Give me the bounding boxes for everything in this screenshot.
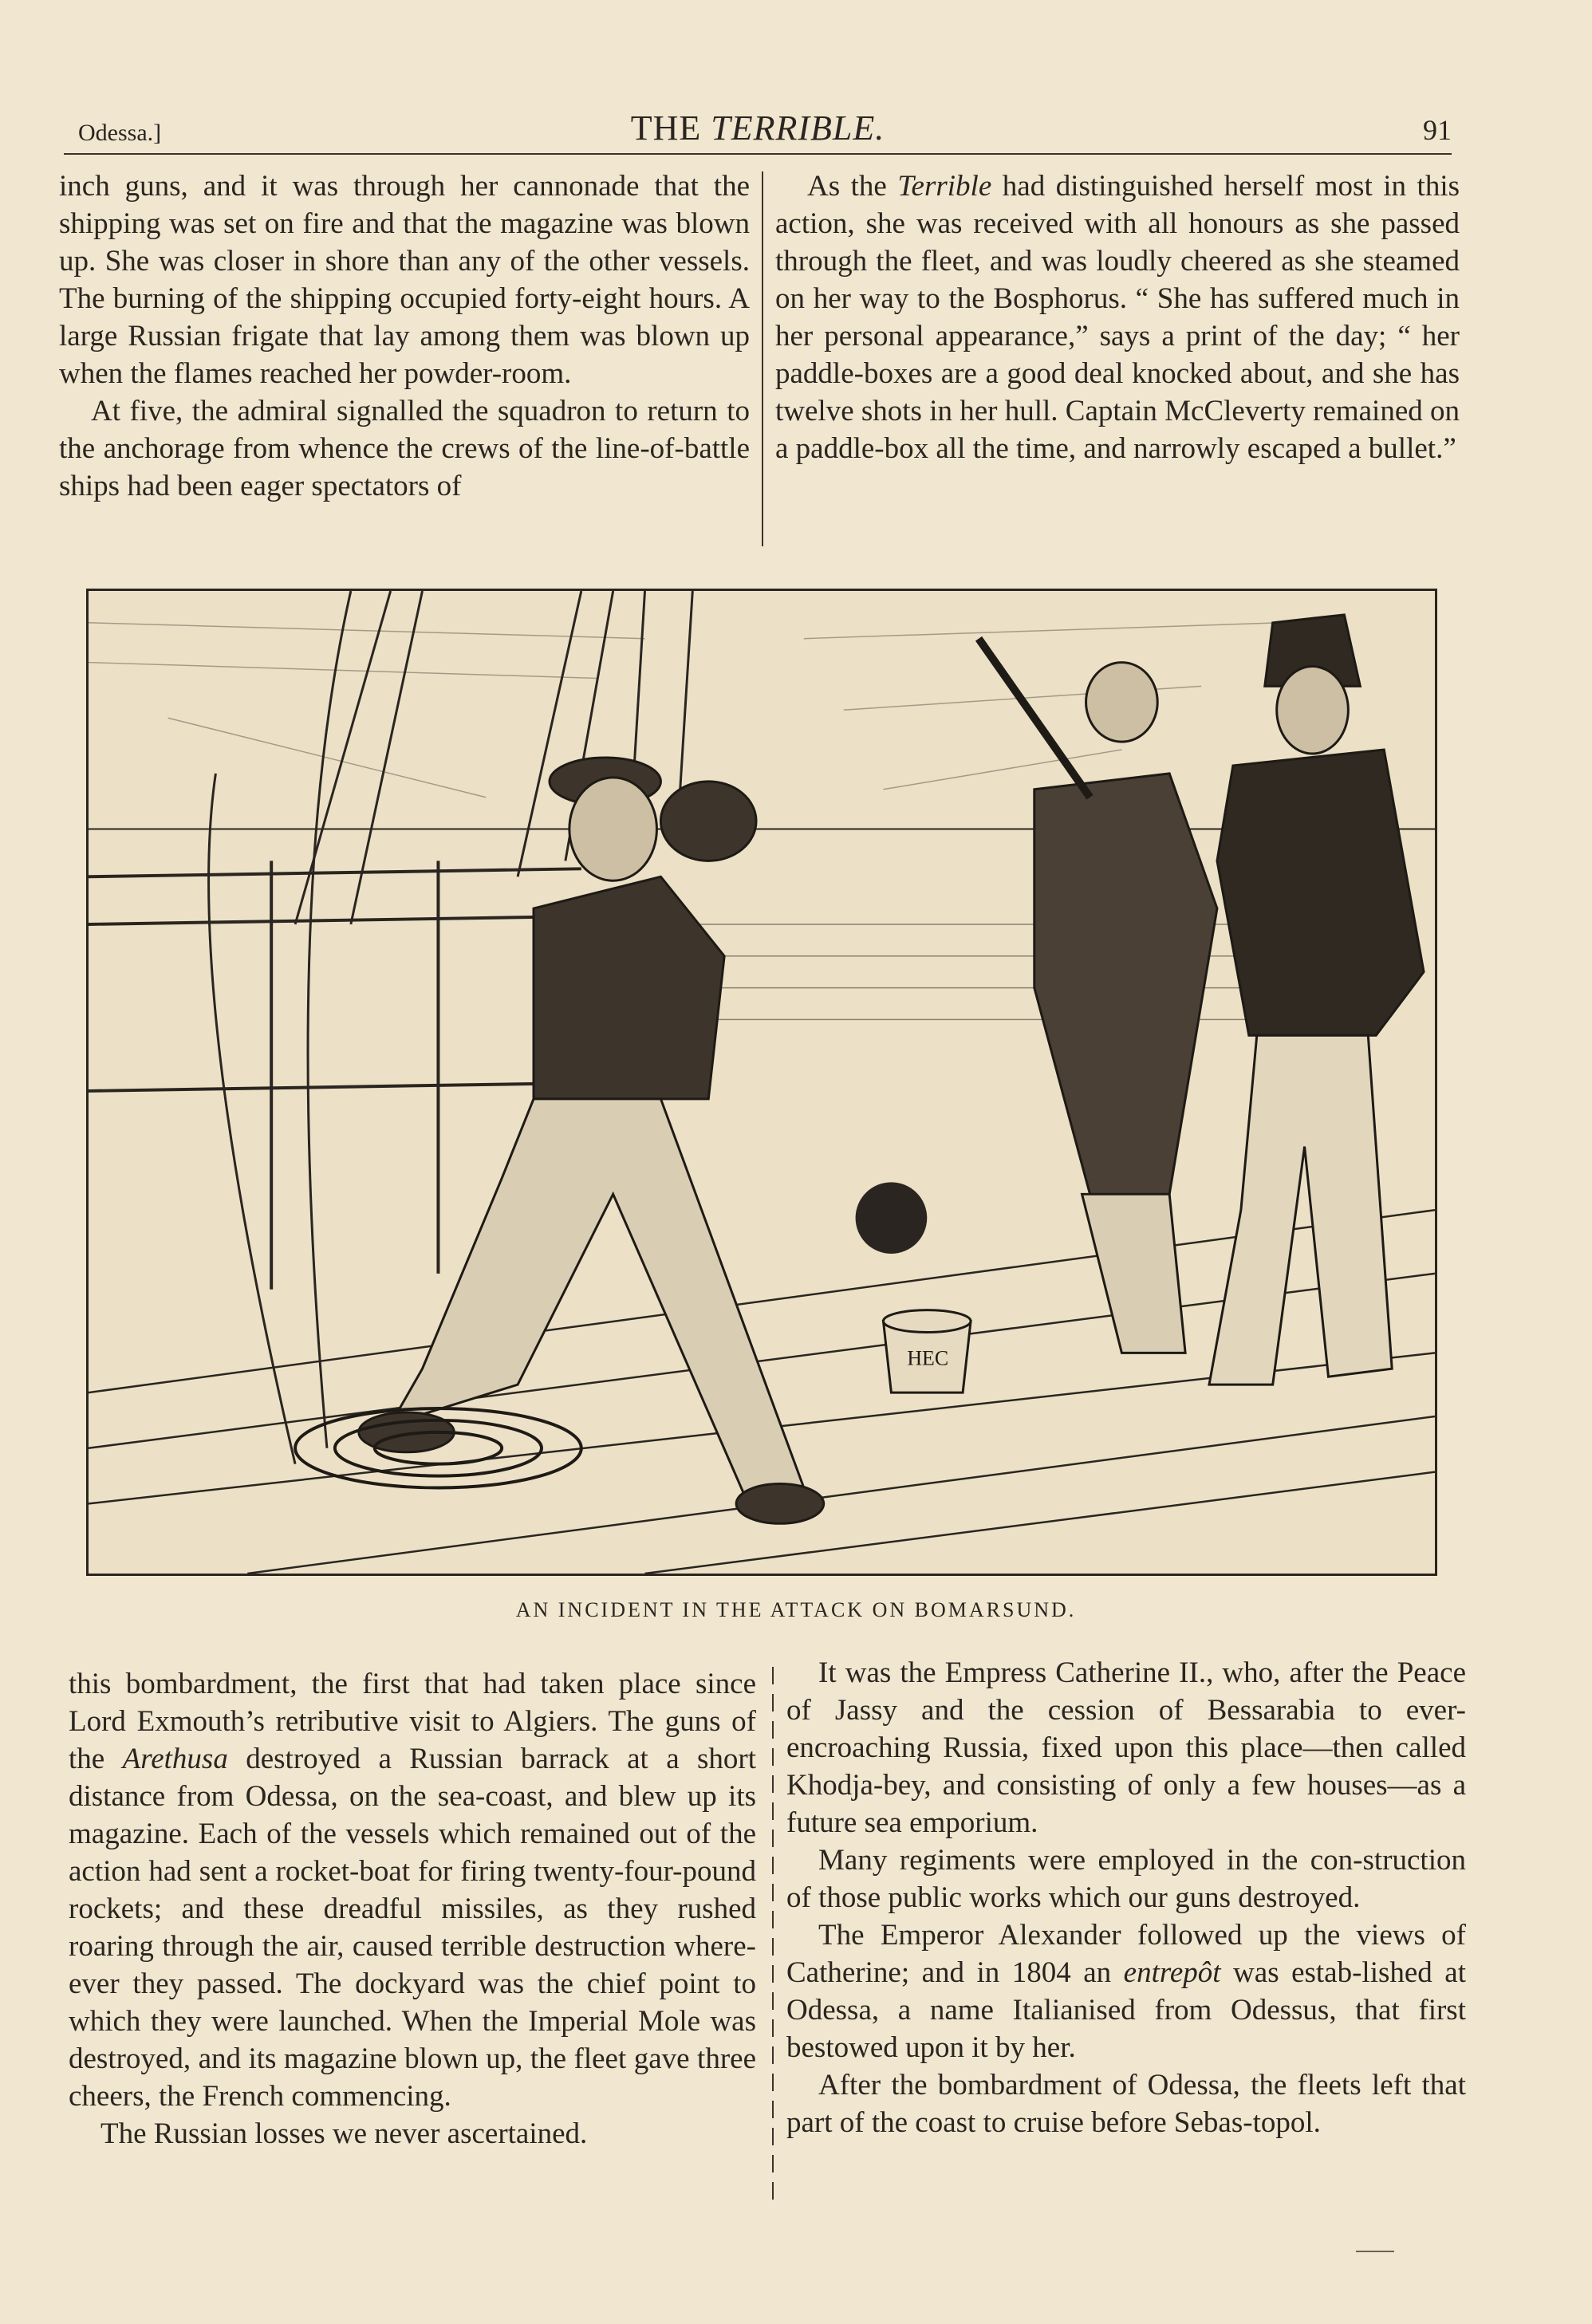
paragraph [786,1916,1466,2066]
column-divider [772,1667,774,2209]
column-bottom-right [786,1654,1466,2228]
paragraph: Many regiments were employed in the con-struction of those public works which our guns destroyed. [786,1844,1466,1914]
text-run: was estab-lished at Odessa, a name Italianised from Odessus, that first bestowed upon it by her. [786,1956,1466,2064]
bucket-label: HEC [907,1346,949,1370]
italic-term: entrepôt [1123,1956,1221,1989]
captain-figure [1209,615,1424,1385]
paragraph: At five, the admiral signalled the squadron to return to the anchorage from whence the crews of the line-of-battle ships had been eager spectators of [59,395,750,502]
paragraph: inch guns, and it was through her cannonade that the shipping was set on fire and that the magazine was blown up. She was closer in shore than any of the other vessels. The burning of the shipping occupied forty-eight hours. A large Russian frigate that lay among them was blown up when the flames reached her powder-room. [59,170,750,390]
paragraph: The Russian losses we never ascertained. [100,2117,588,2150]
paragraph: It was the Empress Catherine II., who, after the Peace of Jassy and the cession of Bessarabia to ever-encroaching Russia, fixed upon this place—then called Khodja-bey, and consisting of only a few houses—as a future sea emporium. [786,1656,1466,1839]
rammer-pole [979,639,1090,798]
text-run: had distinguished herself most in this action, she was received with all honours as she passed through the fleet, and was loudly cheered as she steamed on her way to the Bosphorus. “ She has suffered much in her personal appearance,” says a print of the day; “ her paddle-boxes are a good deal knocked about, and she has twelve shots in her hull. Captain McCleverty remained on a paddle-box all the time, and narrowly escaped a bullet.” [775,170,1460,465]
illustration-caption: AN INCIDENT IN THE ATTACK ON BOMARSUND. [515,1598,1077,1621]
engraving-illustration [86,589,1437,1576]
ship-name: Terrible [897,170,992,203]
paragraph: After the bombardment of Odessa, the fleets left that part of the coast to cruise before Sebas-topol. [786,2069,1466,2139]
column-divider [762,171,763,546]
end-mark [1356,2251,1394,2252]
section-label: Odessa.] [78,120,162,146]
column-top-left [59,167,750,550]
paragraph [69,1665,756,2115]
column-bottom-left [69,1665,756,2216]
running-head [64,104,1452,155]
text-run: As the [807,170,898,203]
text-run: destroyed a Russian barrack at a short distance from Odessa, on the sea-coast, and blew up its magazine. Each of the vessels which remained out of the action had sent a rocket-boat for firing twenty-four-pound rockets; and these dreadful missiles, as they rushed roaring through the air, caused terrible destruction where-ever they passed. The dockyard was the chief point to which they were launched. When the Imperial Mole was destroyed, and its magazine blown up, the fleet gave three cheers, the French commencing. [69,1743,757,2113]
engraving-drawing [89,591,1435,1574]
column-top-right [775,167,1460,550]
page-title [64,108,1452,148]
title-italic: TERRIBLE. [711,108,885,148]
cannon-ball [856,1182,928,1254]
title-prefix: THE [630,108,702,148]
page-number: 91 [1423,114,1452,146]
paragraph [775,167,1460,467]
text-run: this bombardment, the first that had taken place since Lord Exmouth’s retributive visit to Algiers. The guns of the [69,1668,756,1775]
text-run: The Emperor Alexander followed up the views of Catherine; and in 1804 an [786,1919,1466,1989]
officer-figure-left [1034,663,1217,1353]
ship-name: Arethusa [122,1743,228,1775]
